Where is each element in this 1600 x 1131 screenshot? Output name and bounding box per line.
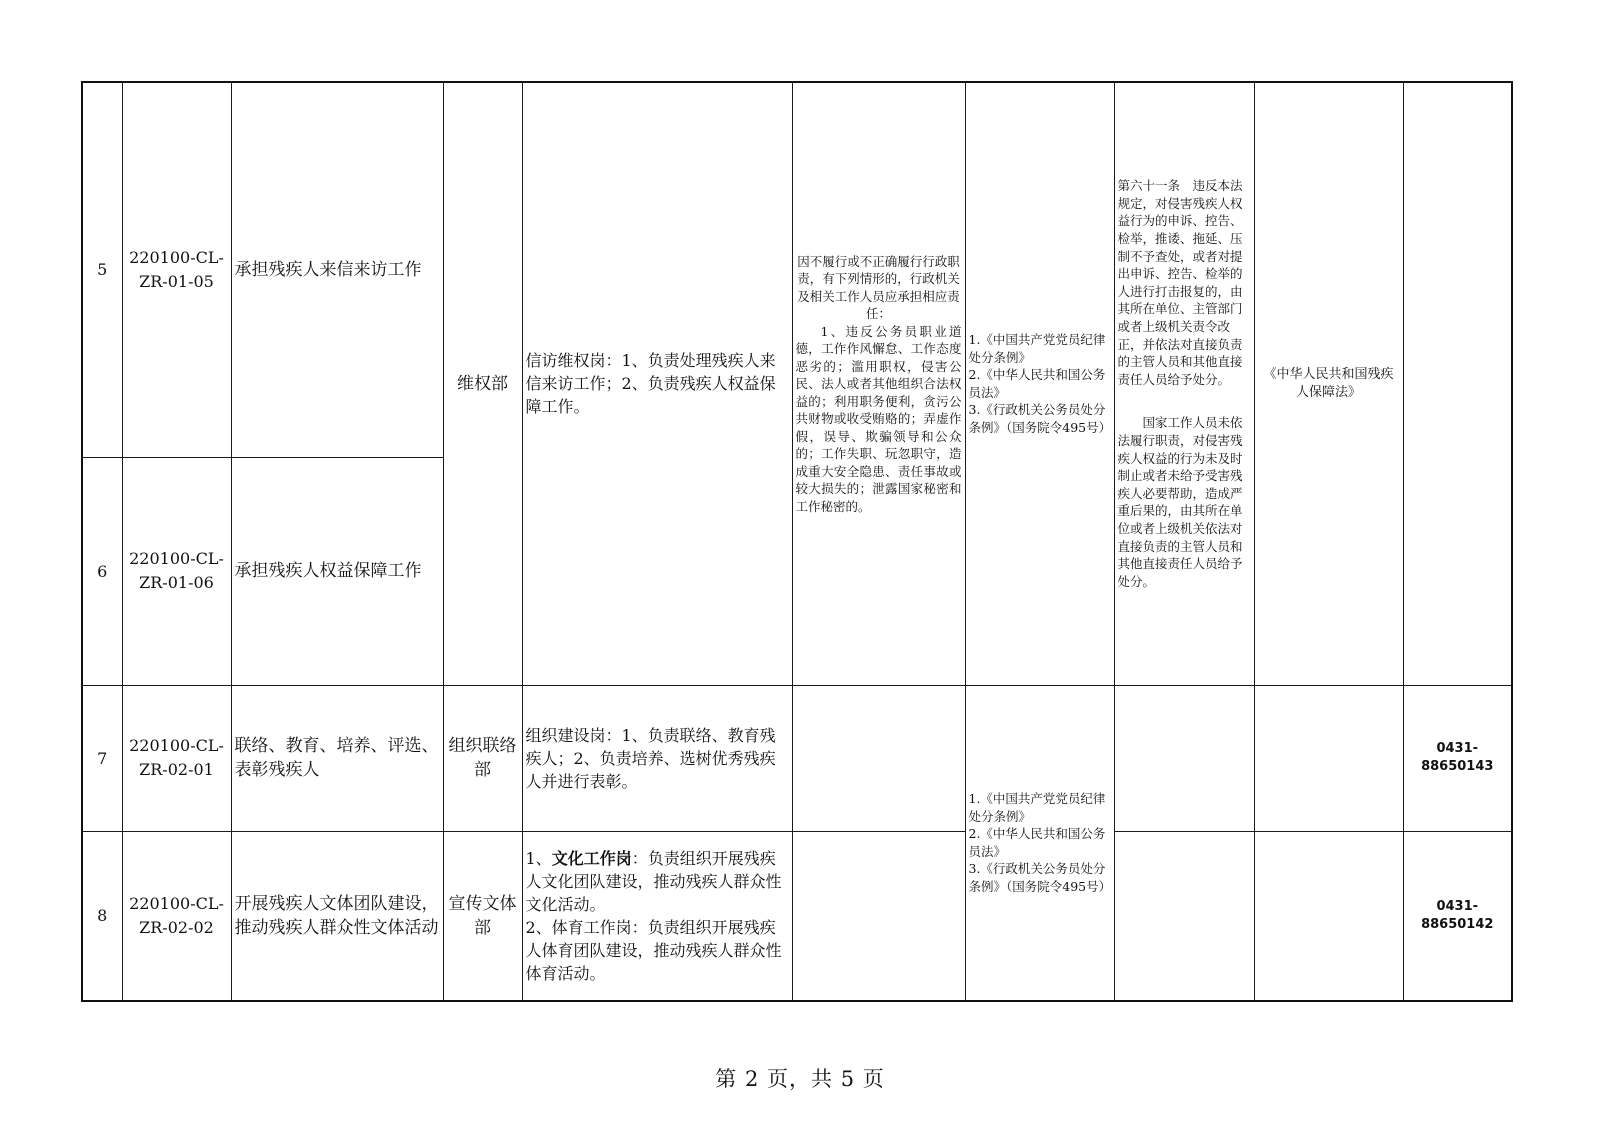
legal-reference: 《中华人民共和国残疾人保障法》	[1254, 82, 1403, 685]
row-number: 5	[82, 82, 122, 457]
post-duty	[522, 831, 792, 1001]
basis-line: 2.《中华人民共和国公务员法》	[968, 367, 1106, 400]
responsibility-intro: 因不履行或不正确履行行政职责，有下列情形的，行政机关及相关工作人员应承担相应责任：	[797, 253, 960, 321]
duty-table	[81, 81, 1513, 1002]
item-name: 承担残疾人权益保障工作	[231, 457, 443, 685]
contact-phone	[1403, 685, 1512, 831]
phone-empty	[1403, 82, 1512, 685]
department: 组织联络部	[443, 685, 522, 831]
table-row	[82, 82, 1512, 457]
law-provisions	[1114, 82, 1254, 685]
item-code: 220100-CL-ZR-02-01	[122, 685, 231, 831]
law-empty	[1114, 685, 1254, 831]
responsibility-item: 1、违反公务员职业道德，工作作风懈怠、工作态度恶劣的；滥用职权，侵害公民、法人或者其他组织合法权益的；利用职务便利，贪污公共财物或收受贿赂的；弄虚作假，误导、欺骗领导和公众的；工作失职、玩忽职守，造成重大安全隐患、责任事故或较大损失的；泄露国家秘密和工作秘密的。	[795, 323, 962, 514]
item-code: 220100-CL-ZR-01-05	[122, 82, 231, 457]
table-row	[82, 831, 1512, 1001]
item-code: 220100-CL-ZR-01-06	[122, 457, 231, 685]
table-row	[82, 685, 1512, 831]
basis-line: 1.《中国共产党党员纪律处分条例》	[968, 791, 1106, 824]
department: 维权部	[443, 82, 522, 685]
footer-suffix: 页	[862, 1067, 885, 1091]
department: 宣传文体部	[443, 831, 522, 1001]
post-duty: 组织建设岗：1、负责联络、教育残疾人；2、负责培养、选树优秀残疾人并进行表彰。	[522, 685, 792, 831]
item-name: 联络、教育、培养、评选、表彰残疾人	[231, 685, 443, 831]
item-name: 开展残疾人文体团队建设，推动残疾人群众性文体活动	[231, 831, 443, 1001]
footer-page: 2	[744, 1067, 760, 1091]
accountability-basis	[965, 82, 1114, 685]
item-name: 承担残疾人来信来访工作	[231, 82, 443, 457]
row-number: 7	[82, 685, 122, 831]
post-number: 1、	[525, 848, 552, 868]
page-footer	[0, 1063, 1600, 1093]
responsibility-empty	[792, 831, 965, 1001]
responsibility-conditions	[792, 82, 965, 685]
post-line-1	[526, 847, 789, 916]
row-number: 8	[82, 831, 122, 1001]
reference-empty	[1254, 685, 1403, 831]
post-description: ：负责组织开展残疾人文化团队建设，推动残疾人群众性文化活动。	[525, 848, 782, 914]
footer-mid: 页，共	[767, 1067, 833, 1091]
law-empty	[1114, 831, 1254, 1001]
post-duty: 信访维权岗：1、负责处理残疾人来信来访工作；2、负责残疾人权益保障工作。	[522, 82, 792, 685]
basis-line: 2.《中华人民共和国公务员法》	[968, 826, 1106, 859]
post-line-2: 2、体育工作岗：负责组织开展残疾人体育团队建设，推动残疾人群众性体育活动。	[525, 917, 782, 983]
reference-empty	[1254, 831, 1403, 1001]
basis-line: 3.《行政机关公务员处分条例》（国务院令495号）	[968, 402, 1112, 435]
post-title: 文化工作岗	[551, 848, 632, 868]
law-paragraph-1: 第六十一条 违反本法规定，对侵害残疾人权益行为的申诉、控告、检举，推诿、拖延、压制不予查处，或者对提出申诉、控告、检举的人进行打击报复的，由其所在单位、主管部门或者上级机关责令改正，并依法对直接负责的主管人员和其他直接责任人员给予处分。	[1117, 178, 1243, 387]
phone-prefix: 0431-	[1436, 898, 1479, 914]
contact-phone	[1403, 831, 1512, 1001]
basis-line: 3.《行政机关公务员处分条例》（国务院令495号）	[968, 861, 1112, 894]
phone-number: 88650142	[1421, 916, 1494, 932]
phone-number: 88650143	[1421, 759, 1494, 774]
item-code: 220100-CL-ZR-02-02	[122, 831, 231, 1001]
row-number: 6	[82, 457, 122, 685]
footer-prefix: 第	[715, 1067, 738, 1091]
basis-line: 1.《中国共产党党员纪律处分条例》	[968, 332, 1106, 365]
accountability-basis	[965, 685, 1114, 1001]
phone-prefix: 0431-	[1436, 741, 1479, 756]
law-paragraph-2: 国家工作人员未依法履行职责，对侵害残疾人权益的行为未及时制止或者未给予受害残疾人必要帮助，造成严重后果的，由其所在单位或者上级机关依法对直接负责的主管人员和其他直接责任人员给予处分。	[1117, 415, 1243, 589]
responsibility-empty	[792, 685, 965, 831]
footer-total: 5	[840, 1067, 856, 1091]
